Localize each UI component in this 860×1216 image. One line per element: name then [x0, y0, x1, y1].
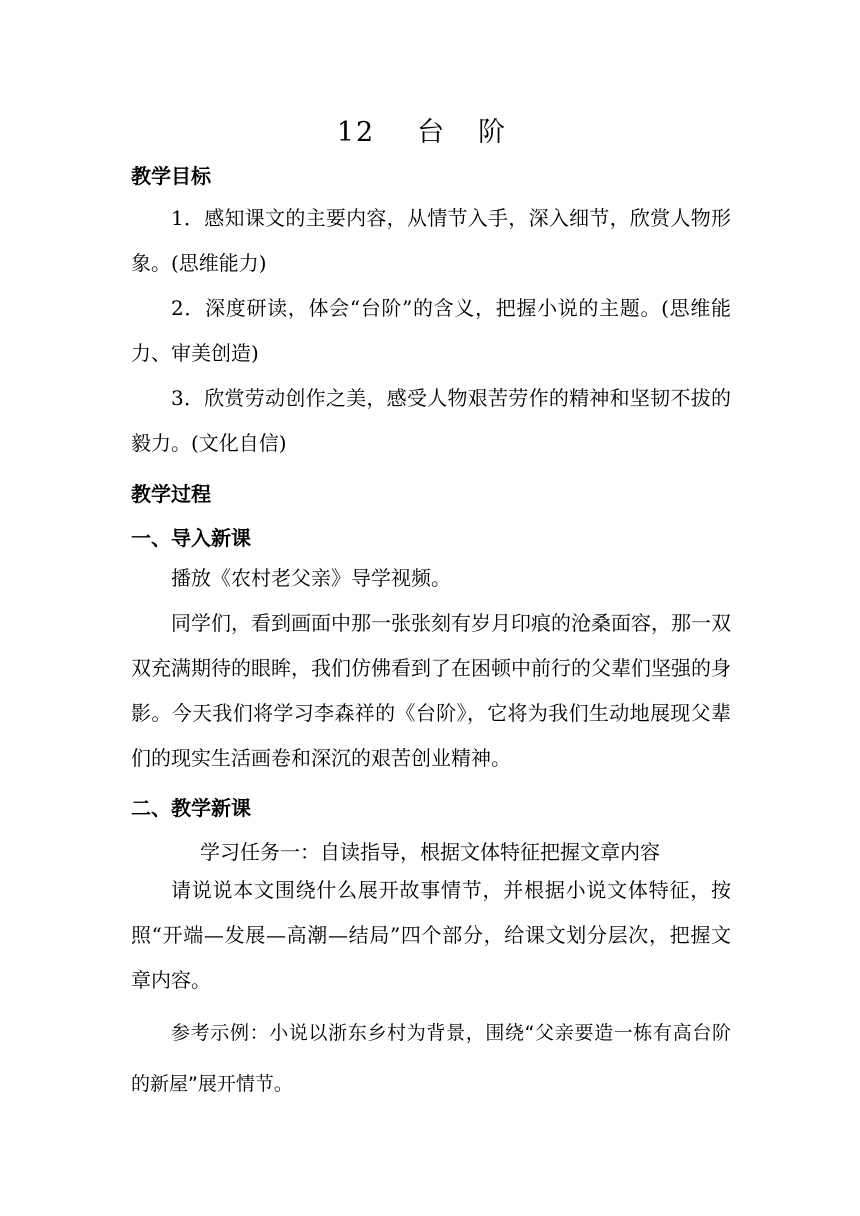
goals-heading: 教学目标 — [131, 164, 211, 188]
task1-reference-example: 参考示例：小说以浙东乡村为背景，围绕“父亲要造一栋有高台阶的新屋”展开情节。 — [131, 1022, 731, 1095]
process-heading: 教学过程 — [131, 482, 211, 506]
intro-paragraph: 同学们，看到画面中那一张张刻有岁月印痕的沧桑面容，那一双双充满期待的眼眸，我们仿佛看到了在困顿中前行的父辈们坚强的身影。今天我们将学习李森祥的《台阶》，它将为我们生动地展现父辈们的现实生活画卷和深沉的艰苦创业精神。 — [131, 611, 731, 770]
part2-heading: 二、教学新课 — [131, 796, 251, 820]
task1-prompt: 请说说本文围绕什么展开故事情节，并根据小说文体特征，按照“开端—发展—高潮—结局”四个部分，给课文划分层次，把握文章内容。 — [131, 878, 731, 992]
intro-video-line: 播放《农村老父亲》导学视频。 — [171, 566, 451, 590]
goal-item-1: 1．感知课文的主要内容，从情节入手，深入细节，欣赏人物形象。(思维能力) — [131, 206, 731, 275]
part1-heading: 一、导入新课 — [131, 526, 251, 550]
goal-item-3: 3．欣赏劳动创作之美，感受人物艰苦劳作的精神和坚韧不拔的毅力。(文化自信) — [131, 386, 731, 455]
lesson-title — [0, 110, 860, 149]
lesson-number: 12 — [336, 117, 376, 148]
goal-item-2: 2．深度研读，体会“台阶”的含义，把握小说的主题。(思维能力、审美创造) — [131, 296, 731, 365]
task1-heading: 学习任务一：自读指导，根据文体特征把握文章内容 — [200, 840, 660, 864]
lesson-title-char-2: 阶 — [478, 117, 508, 148]
lesson-title-char-1: 台 — [417, 117, 447, 148]
